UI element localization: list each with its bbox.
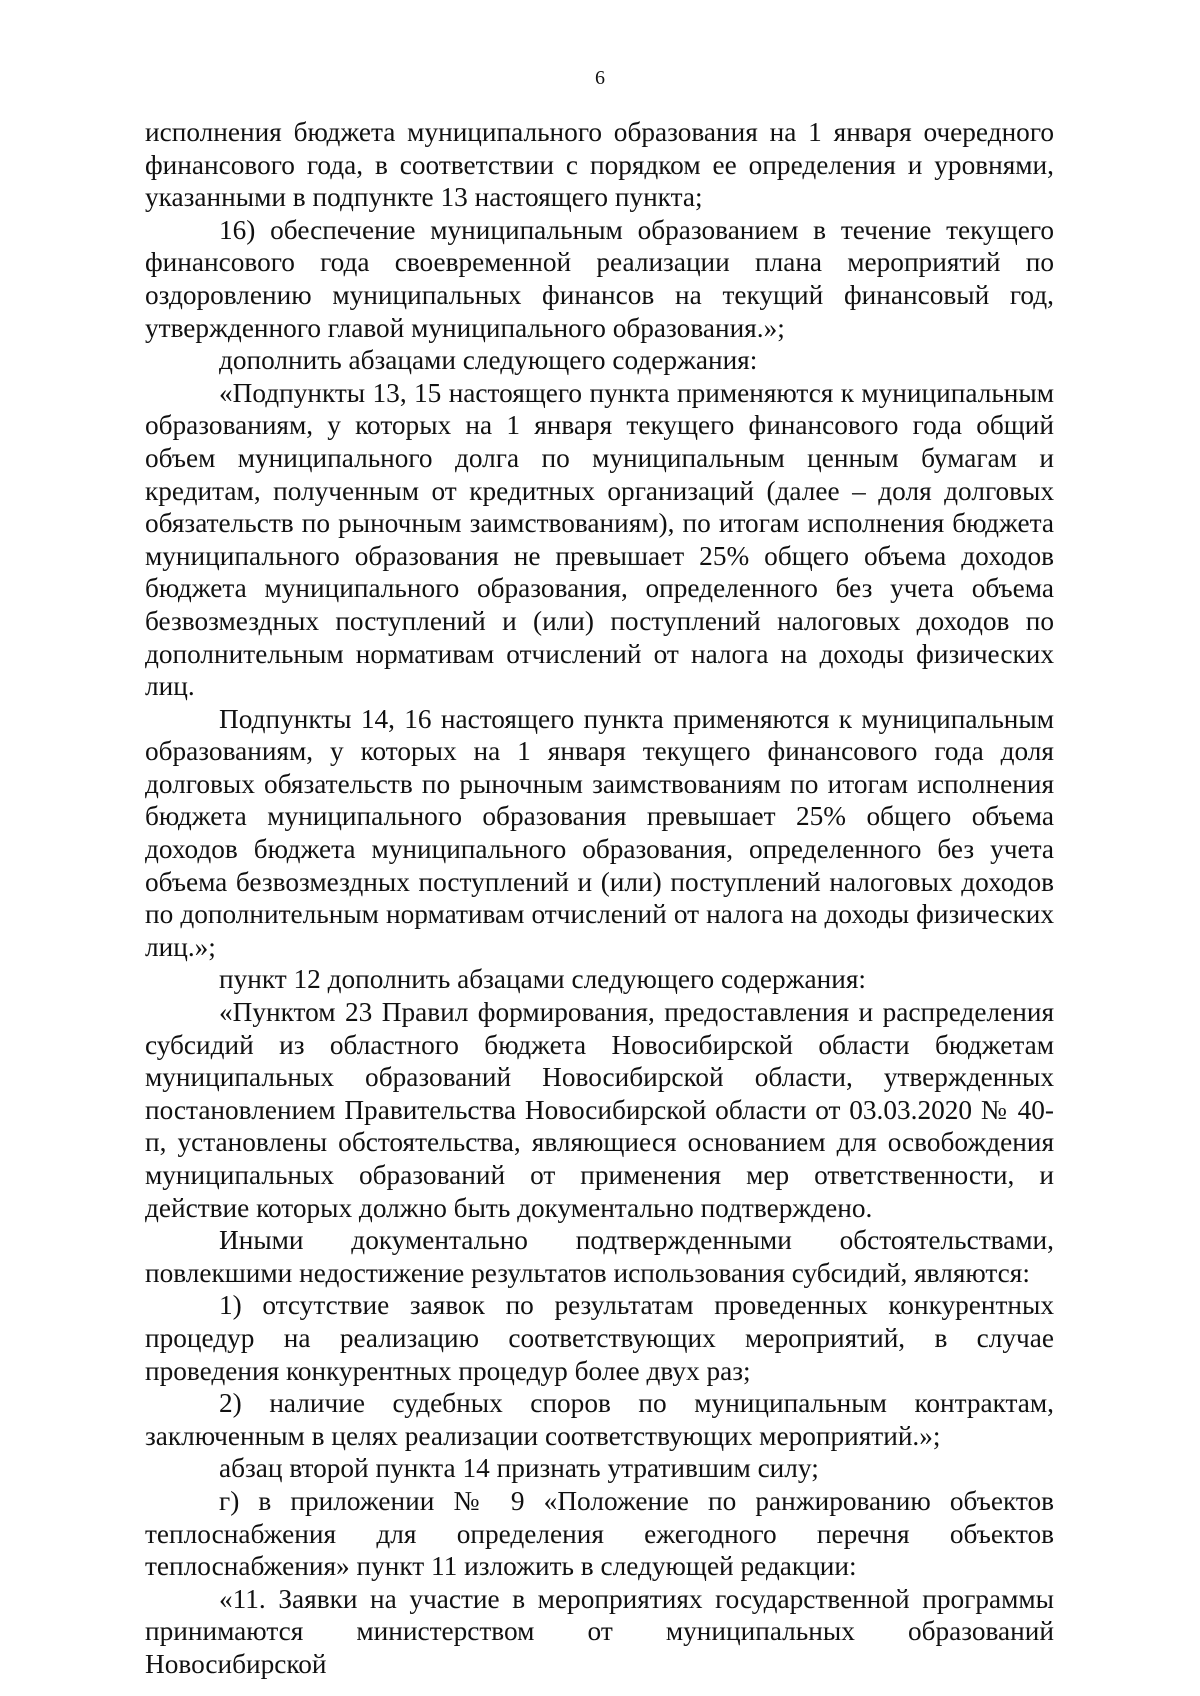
paragraph: 2) наличие судебных споров по муниципальным контрактам, заключенным в целях реализации соответствующих мероприятий.»; <box>145 1388 1054 1451</box>
paragraph: абзац второй пункта 14 признать утратившим силу; <box>219 1453 819 1484</box>
paragraph: 16) обеспечение муниципальным образованием в течение текущего финансового года своевременной реализации плана мероприятий по оздоровлению муниципальных финансов на текущий финансовый год, утвержденного главой муниципального образования.»; <box>145 214 1054 343</box>
paragraph: Подпункты 14, 16 настоящего пункта применяются к муниципальным образованиям, у которых на 1 января текущего финансового года доля долговых обязательств по рыночным заимствованиям по итогам исполнения бюджета муниципального образования превышает 25% общего объема доходов бюджета муниципального образования, определенного без учета объема безвозмездных поступлений и (или) поступлений налоговых доходов по дополнительным нормативам отчислений от налога на доходы физических лиц.»; <box>145 703 1054 962</box>
paragraph: «11. Заявки на участие в мероприятиях государственной программы принимаются министерством от муниципальных образований Новосибирской <box>145 1583 1054 1679</box>
paragraph: исполнения бюджета муниципального образования на 1 января очередного финансового года, в соответствии с порядком ее определения и уровнями, указанными в подпункте 13 настоящего пункта; <box>145 117 1054 213</box>
document-body <box>145 116 1054 1681</box>
paragraph: Иными документально подтвержденными обстоятельствами, повлекшими недостижение результатов использования субсидий, являются: <box>145 1225 1054 1288</box>
paragraph: г) в приложении № 9 «Положение по ранжированию объектов теплоснабжения для определения ежегодного перечня объектов теплоснабжения» пункт 11 изложить в следующей редакции: <box>145 1485 1054 1582</box>
paragraph: «Пунктом 23 Правил формирования, предоставления и распределения субсидий из областного бюджета Новосибирской области бюджетам муниципальных образований Новосибирской области, утвержденных постановлением Правительства Новосибирской области от 03.03.2020 № 40-п, установлены обстоятельства, являющиеся основанием для освобождения муниципальных образований от применения мер ответственности, и действие которых должно быть документально подтверждено. <box>145 997 1054 1223</box>
paragraph: пункт 12 дополнить абзацами следующего содержания: <box>219 964 866 995</box>
paragraph: «Подпункты 13, 15 настоящего пункта применяются к муниципальным образованиям, у которых на 1 января текущего финансового года общий объем муниципального долга по муниципальным ценным бумагам и кредитам, полученным от кредитных организаций (далее – доля долговых обязательств по рыночным заимствованиям), по итогам исполнения бюджета муниципального образования не превышает 25% общего объема доходов бюджета муниципального образования, определенного без учета объема безвозмездных поступлений и (или) поступлений налоговых доходов по дополнительным нормативам отчислений от налога на доходы физических лиц. <box>145 377 1054 702</box>
paragraph: 1) отсутствие заявок по результатам проведенных конкурентных процедур на реализацию соответствующих мероприятий, в случае проведения конкурентных процедур более двух раз; <box>145 1290 1054 1386</box>
page-number: 6 <box>595 67 605 89</box>
paragraph: дополнить абзацами следующего содержания: <box>219 345 758 376</box>
